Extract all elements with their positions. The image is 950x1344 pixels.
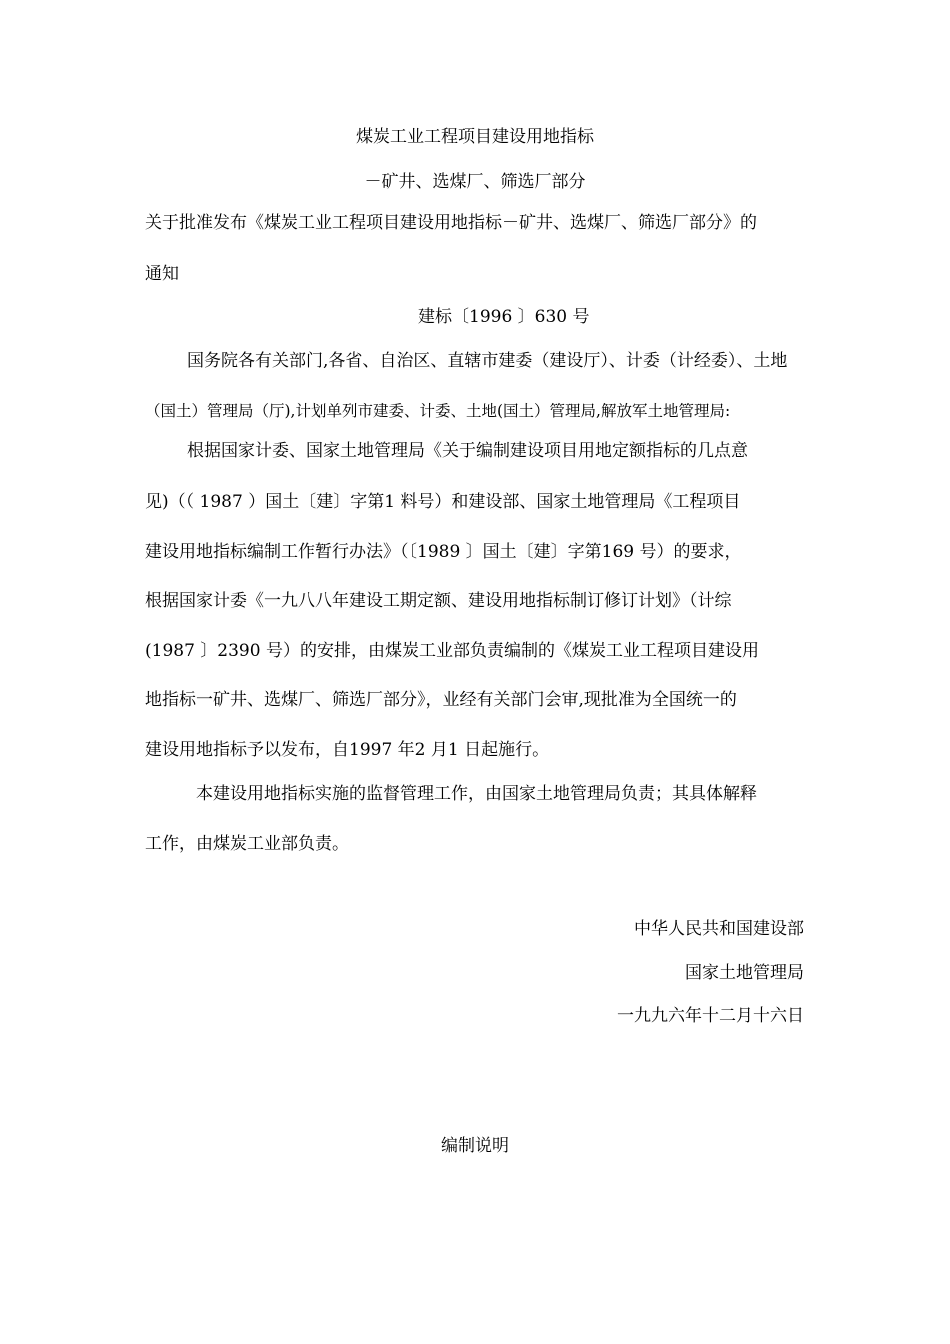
document-title: 煤炭工业工程项目建设用地指标 bbox=[356, 127, 594, 147]
body-line: (1987 〕2390 号）的安排，由煤炭工业部负责编制的《煤炭工业工程项目建设用 bbox=[145, 641, 759, 661]
supervision-line-2: 工作，由煤炭工业部负责。 bbox=[145, 834, 349, 854]
body-line: 建设用地指标编制工作暂行办法》（〔1989 〕国土〔建〕字第169 号）的要求， bbox=[145, 542, 742, 562]
body-line: 地指标一矿井、选煤厂、筛选厂部分》，业经有关部门会审,现批准为全国统一的 bbox=[145, 690, 737, 710]
signer-land-administration: 国家土地管理局 bbox=[685, 963, 804, 983]
document-subtitle: －矿井、选煤厂、筛选厂部分 bbox=[364, 172, 586, 192]
addressee-line-2: （国土）管理局（厅),计划单列市建委、计委、土地(国土）管理局,解放军土地管理局: bbox=[145, 402, 731, 420]
supervision-line-1: 本建设用地指标实施的监督管理工作，由国家土地管理局负责；其具体解释 bbox=[196, 784, 757, 804]
document-number: 建标〔1996 〕630 号 bbox=[418, 307, 590, 327]
body-line: 根据国家计委、国家土地管理局《关于编制建设项目用地定额指标的几点意 bbox=[187, 441, 748, 461]
signer-ministry-of-construction: 中华人民共和国建设部 bbox=[634, 919, 804, 939]
signing-date: 一九九六年十二月十六日 bbox=[617, 1006, 804, 1026]
notice-title-line-1: 关于批准发布《煤炭工业工程项目建设用地指标－矿井、选煤厂、筛选厂部分》的 bbox=[145, 213, 757, 233]
body-line: 根据国家计委《一九八八年建设工期定额、建设用地指标制订修订计划》（计综 bbox=[145, 591, 732, 611]
body-line: 见)（（ 1987 ）国土〔建〕字第1 料号）和建设部、国家土地管理局《工程项目 bbox=[145, 492, 741, 512]
section-heading: 编制说明 bbox=[441, 1136, 509, 1156]
notice-title-line-2: 通知 bbox=[145, 264, 179, 284]
addressee-line-1: 国务院各有关部门,各省、自治区、直辖市建委（建设厅）、计委（计经委）、土地 bbox=[187, 351, 788, 371]
body-line: 建设用地指标予以发布，自1997 年2 月1 日起施行。 bbox=[145, 740, 550, 760]
